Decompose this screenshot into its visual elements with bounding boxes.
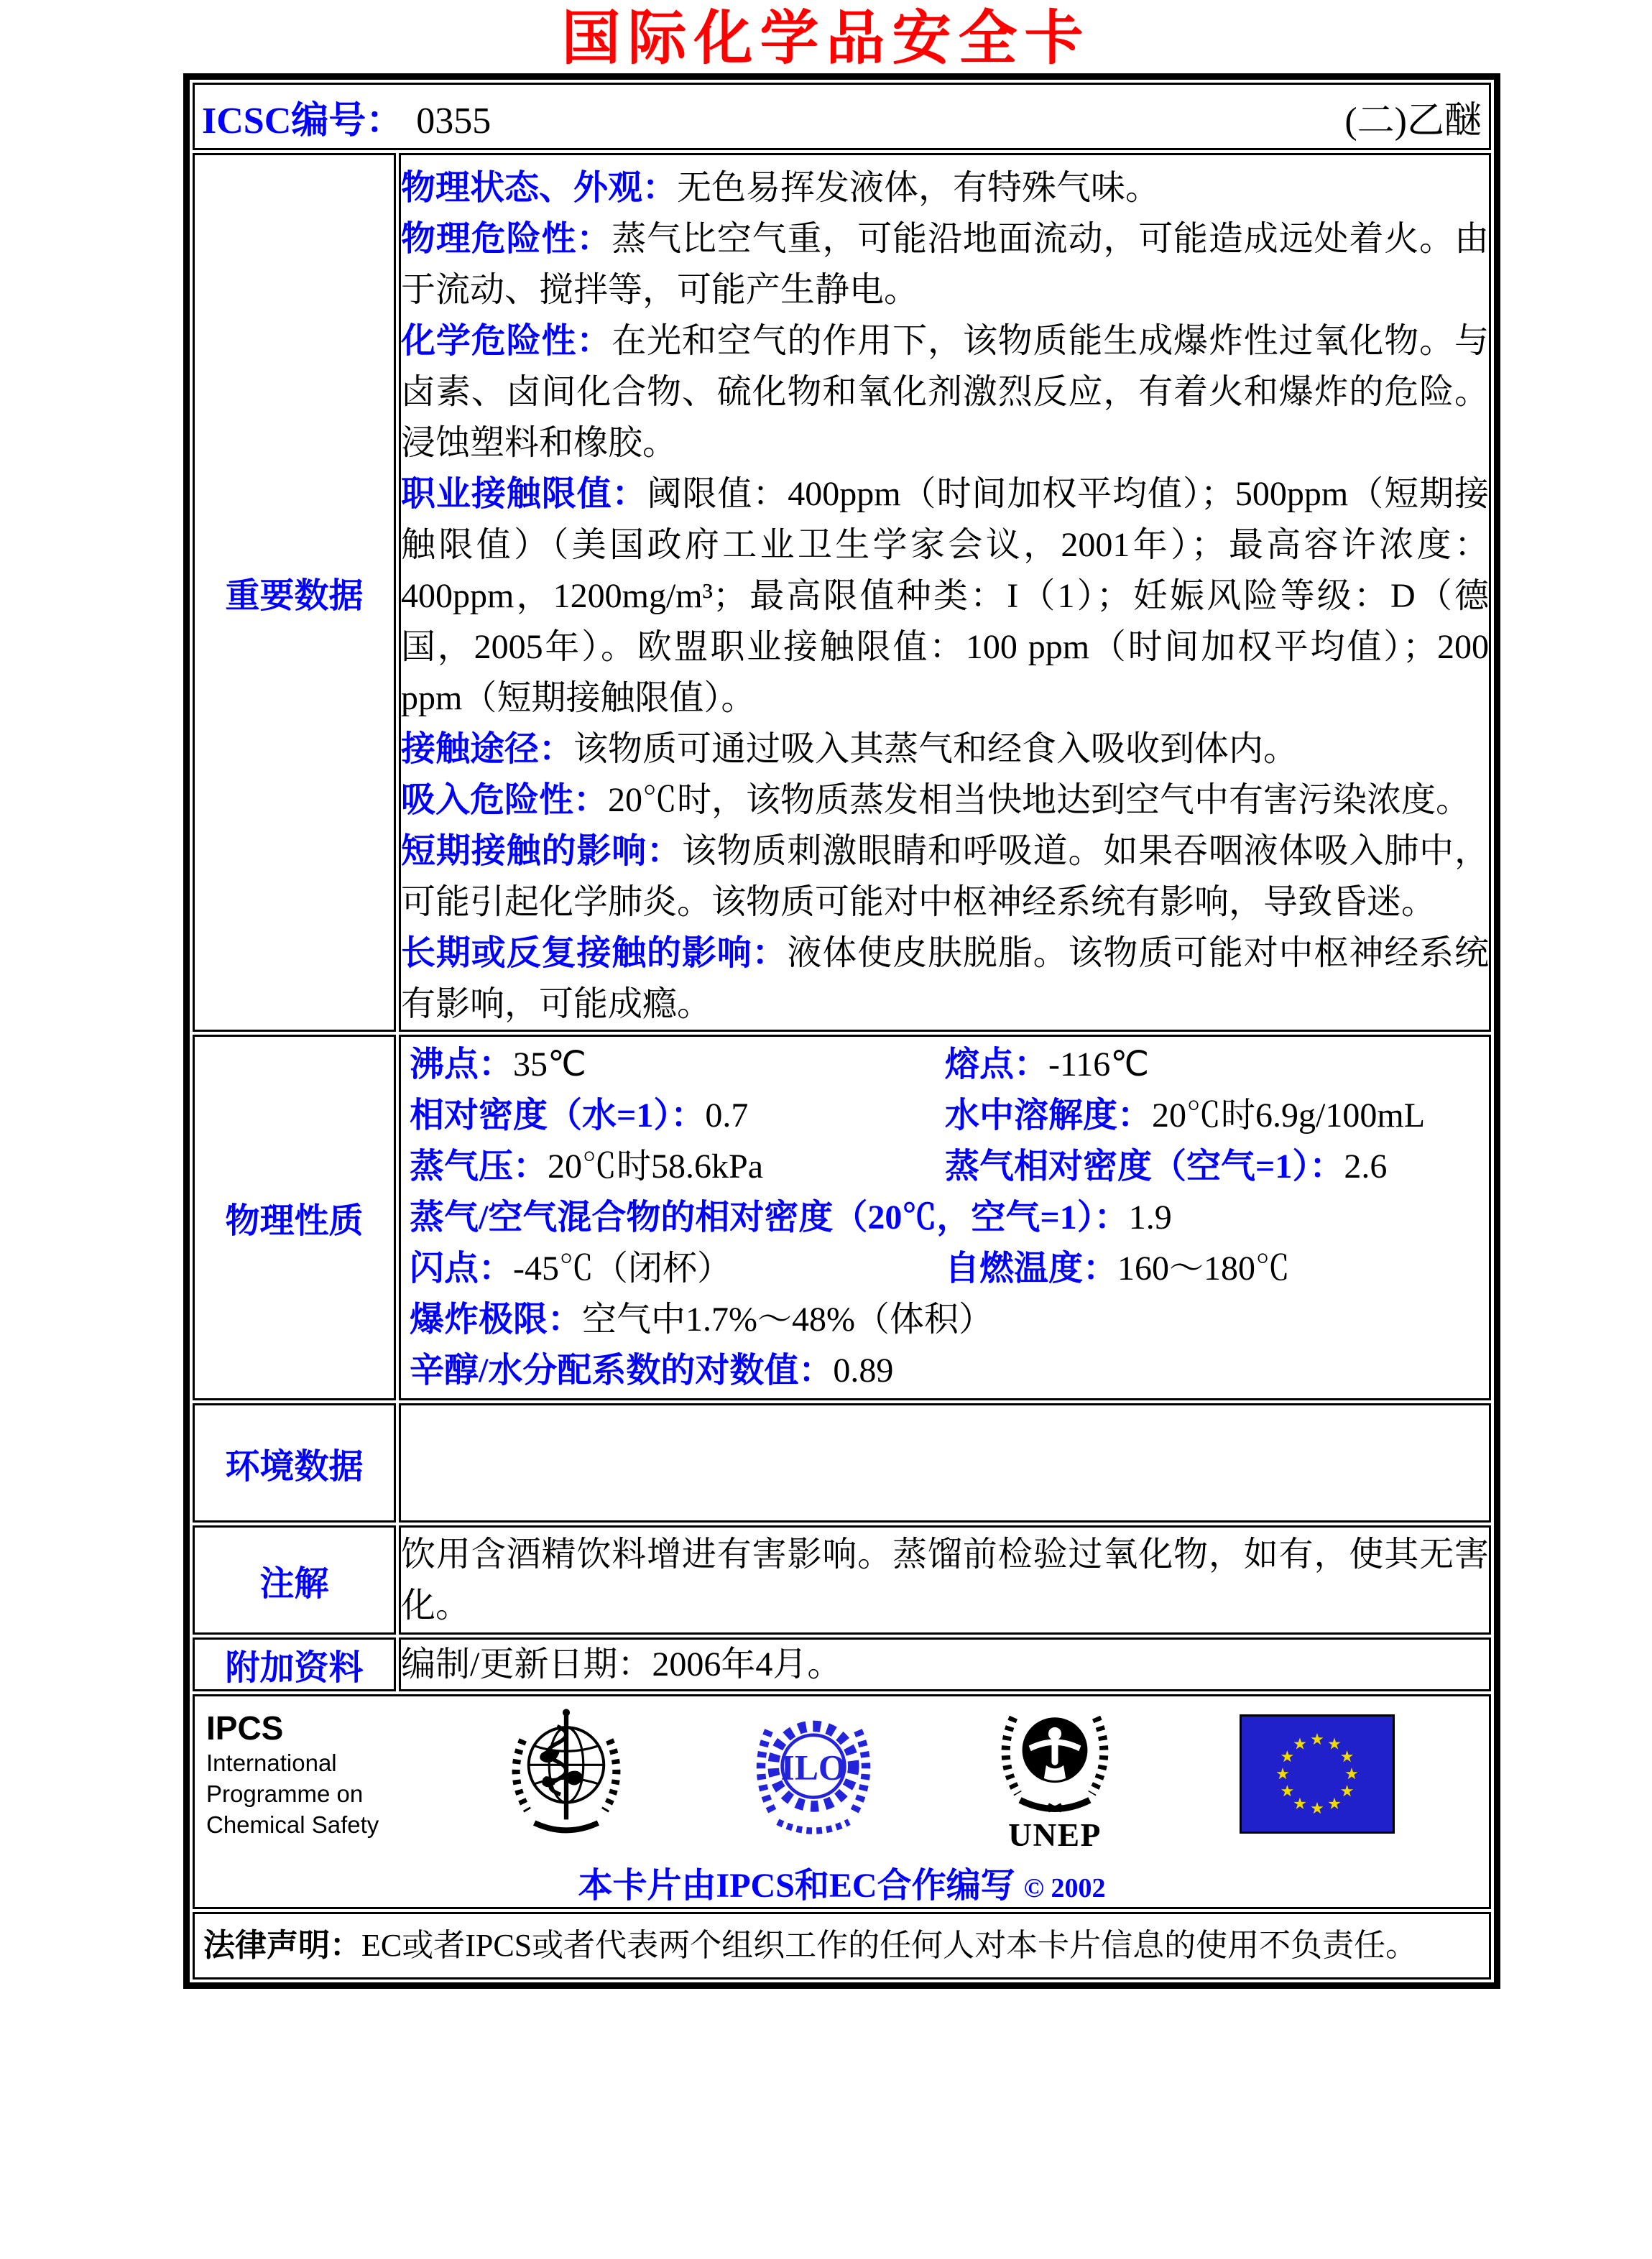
physical-property-line: 蒸气压：20℃时58.6kPa 蒸气相对密度（空气=1）：2.6 [410,1147,1388,1186]
notes-row [193,1525,1491,1635]
ilo-letters: ILO [780,1747,846,1788]
important-data-row [193,153,1491,1032]
page-title: 国际化学品安全卡 [561,6,1091,71]
important-item: 职业接触限值：阈限值：400ppm（时间加权平均值）；500ppm（短期接触限值）（美国政府工业卫生学家会议，2001年）；最高容许浓度：400ppm，1200mg/m³；最高限值种类：I（1）；妊娠风险等级：D（德国，2005年）。欧盟职业接触限值：100 ppm（时间加权平均值）；200 ppm（短期接触限值）。 [401,475,1489,717]
logos-row [193,1694,1491,1909]
ipcs-text-block: IPCS International Programme on Chemical Safety [206,1709,422,1840]
ipcs-title: IPCS [206,1709,284,1747]
physical-properties-content [399,1035,1491,1400]
important-item: 物理危险性：蒸气比空气重，可能沿地面流动，可能造成远处着火。由于流动、搅拌等，可能产生静电。 [401,220,1489,309]
icsc-header-bar [195,90,1489,144]
important-item: 吸入危险性：20℃时，该物质蒸发相当快地达到空气中有害污染浓度。 [401,781,1471,819]
notes-content: 饮用含酒精饮料增进有害影响。蒸馏前检验过氧化物，如有，使其无害化。 [399,1525,1491,1635]
who-logo-icon [498,1706,635,1842]
row-label-additional-info: 附加资料 [193,1637,396,1691]
legal-notice-row [193,1912,1491,1979]
important-item: 物理状态、外观：无色易挥发液体，有特殊气味。 [401,169,1160,207]
icsc-number-label: ICSC编号： [202,100,404,142]
important-item: 长期或反复接触的影响：液体使皮肤脱脂。该物质可能对中枢神经系统有影响，可能成瘾。 [401,934,1489,1023]
physical-property-line: 闪点：-45℃（闭杯） 自燃温度：160～180℃ [410,1249,1291,1288]
additional-info-content: 编制/更新日期：2006年4月。 [399,1637,1491,1691]
unep-logo-icon [989,1698,1120,1850]
cooperation-caption: 本卡片由IPCS和EC合作编写 © 2002 [578,1867,1106,1905]
row-label-notes: 注解 [193,1525,396,1635]
legal-notice-cell [193,1912,1491,1979]
icsc-number-value: 0355 [416,100,492,142]
physical-properties-row [193,1035,1491,1400]
legal-notice-label: 法律声明： [203,1928,361,1963]
important-data-content [399,153,1491,1032]
important-item: 化学危险性：在光和空气的作用下，该物质能生成爆炸性过氧化物。与卤素、卤间化合物、硫化物和氧化剂激烈反应，有着火和爆炸的危险。浸蚀塑料和橡胶。 [401,322,1489,462]
chemical-name: (二)乙醚 [1344,100,1482,142]
important-item: 短期接触的影响：该物质刺激眼睛和呼吸道。如果吞咽液体吸入肺中，可能引起化学肺炎。该物质可能对中枢神经系统有影响，导致昏迷。 [401,832,1489,921]
logos-cell [193,1694,1491,1909]
physical-property-line: 辛醇/水分配系数的对数值：0.89 [410,1352,894,1390]
logos-strip [195,1696,1489,1850]
row-label-physical-properties: 物理性质 [193,1035,396,1400]
copyright-text: © 2002 [1023,1873,1106,1903]
important-item: 接触途径：该物质可通过吸入其蒸气和经食入吸收到体内。 [401,730,1298,768]
physical-property-line: 相对密度（水=1）：0.7 水中溶解度：20℃时6.9g/100mL [410,1096,1426,1135]
icsc-number-group [202,90,491,144]
physical-property-line: 沸点：35℃ 熔点：-116℃ [410,1045,1150,1084]
additional-info-row [193,1637,1491,1691]
icsc-card-table [183,73,1500,1989]
row-label-environmental-data: 环境数据 [193,1403,396,1523]
header-row [193,83,1491,150]
environmental-data-row [193,1403,1491,1523]
environmental-data-content [399,1403,1491,1523]
unep-letters: UNEP [1008,1816,1102,1850]
row-label-important-data: 重要数据 [193,153,396,1032]
eu-flag-icon [1240,1714,1395,1834]
header-cell [193,83,1491,150]
physical-property-line: 爆炸极限：空气中1.7%～48%（体积） [410,1301,993,1339]
ilo-logo-icon [747,1704,880,1844]
physical-property-line: 蒸气/空气混合物的相对密度（20℃，空气=1）：1.9 [410,1198,1172,1237]
legal-notice-text: EC或者IPCS或者代表两个组织工作的任何人对本卡片信息的使用不负责任。 [361,1928,1418,1963]
